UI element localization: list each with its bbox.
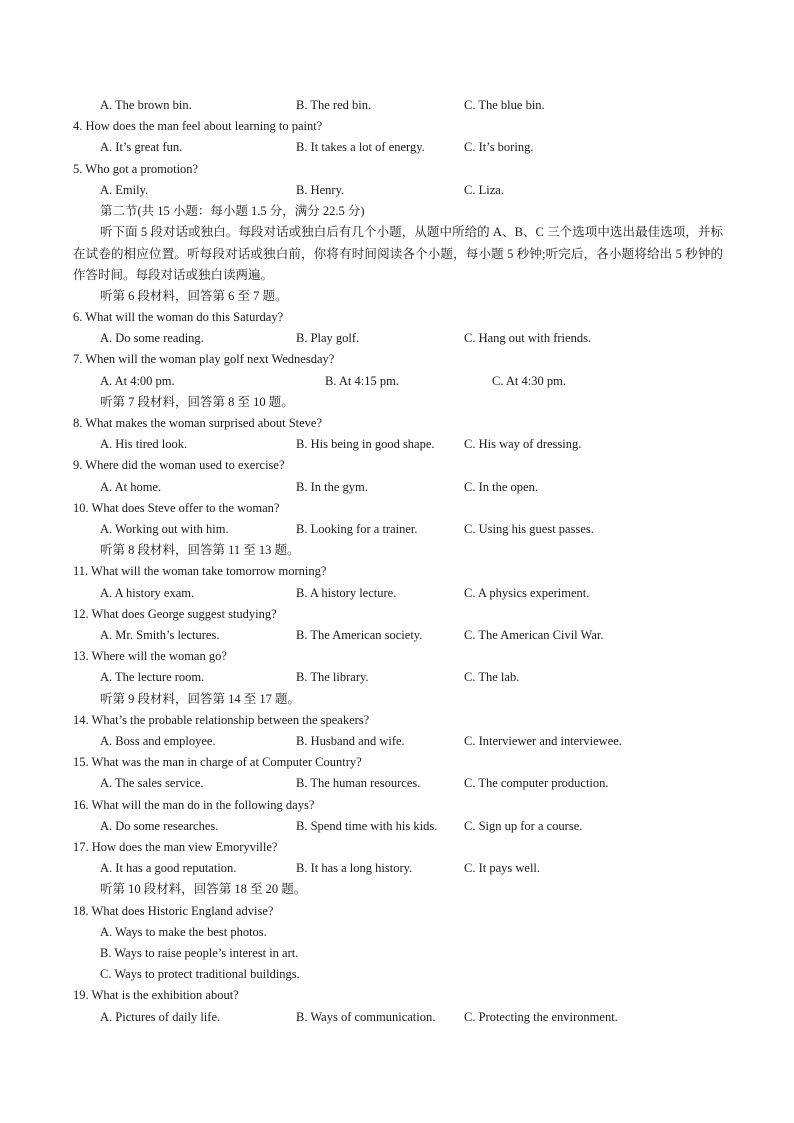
q10-option-a: A. Working out with him. bbox=[100, 522, 229, 536]
material-9-heading bbox=[0, 689, 794, 710]
q15-option-a: A. The sales service. bbox=[100, 776, 204, 790]
q18-option-b: B. Ways to raise people’s interest in art. bbox=[100, 946, 299, 960]
q9-option-b: B. In the gym. bbox=[296, 480, 368, 494]
material-10-label: 听第 10 段材料，回答第 18 至 20 题。 bbox=[100, 882, 307, 896]
q8-option-c: C. His way of dressing. bbox=[464, 437, 582, 451]
q19-option-c: C. Protecting the environment. bbox=[464, 1010, 618, 1024]
q17-question: 17. How does the man view Emoryville? bbox=[73, 840, 278, 854]
question-14 bbox=[0, 710, 794, 731]
q10-option-b: B. Looking for a trainer. bbox=[296, 522, 418, 536]
question-18-option-a-row bbox=[0, 922, 794, 943]
material-7-label: 听第 7 段材料，回答第 8 至 10 题。 bbox=[100, 395, 294, 409]
q4-option-c: C. It’s boring. bbox=[464, 140, 534, 154]
question-11 bbox=[0, 561, 794, 582]
material-8-heading bbox=[0, 540, 794, 561]
question-19 bbox=[0, 985, 794, 1006]
q3-option-c: C. The blue bin. bbox=[464, 98, 545, 112]
q5-option-a: A. Emily. bbox=[100, 183, 149, 197]
question-15-options bbox=[0, 773, 794, 794]
q3-option-a: A. The brown bin. bbox=[100, 98, 192, 112]
question-18 bbox=[0, 901, 794, 922]
q17-option-c: C. It pays well. bbox=[464, 861, 541, 875]
q5-option-c: C. Liza. bbox=[464, 183, 504, 197]
q19-option-a: A. Pictures of daily life. bbox=[100, 1010, 221, 1024]
question-19-options bbox=[0, 1007, 794, 1028]
q17-option-b: B. It has a long history. bbox=[296, 861, 413, 875]
q15-option-b: B. The human resources. bbox=[296, 776, 421, 790]
q12-option-c: C. The American Civil War. bbox=[464, 628, 604, 642]
q11-option-a: A. A history exam. bbox=[100, 586, 195, 600]
q4-question: 4. How does the man feel about learning to paint? bbox=[73, 119, 323, 133]
question-9-options bbox=[0, 477, 794, 498]
question-12-options bbox=[0, 625, 794, 646]
q18-question: 18. What does Historic England advise? bbox=[73, 904, 274, 918]
q16-question: 16. What will the man do in the following days? bbox=[73, 798, 315, 812]
question-13 bbox=[0, 646, 794, 667]
question-4-options bbox=[0, 137, 794, 158]
question-5-options bbox=[0, 180, 794, 201]
question-10-options bbox=[0, 519, 794, 540]
q16-option-a: A. Do some researches. bbox=[100, 819, 219, 833]
q12-option-a: A. Mr. Smith’s lectures. bbox=[100, 628, 220, 642]
q13-option-b: B. The library. bbox=[296, 670, 369, 684]
q13-option-a: A. The lecture room. bbox=[100, 670, 205, 684]
q10-option-c: C. Using his guest passes. bbox=[464, 522, 594, 536]
q3-option-b: B. The red bin. bbox=[296, 98, 372, 112]
q4-option-a: A. It’s great fun. bbox=[100, 140, 183, 154]
q18-option-c: C. Ways to protect traditional buildings. bbox=[100, 967, 300, 981]
q9-option-a: A. At home. bbox=[100, 480, 162, 494]
q11-question: 11. What will the woman take tomorrow morning? bbox=[73, 564, 327, 578]
material-7-heading bbox=[0, 392, 794, 413]
question-3-options bbox=[0, 95, 794, 116]
q11-option-b: B. A history lecture. bbox=[296, 586, 397, 600]
question-6 bbox=[0, 307, 794, 328]
q13-option-c: C. The lab. bbox=[464, 670, 520, 684]
question-11-options bbox=[0, 583, 794, 604]
q18-option-a: A. Ways to make the best photos. bbox=[100, 925, 267, 939]
material-6-heading bbox=[0, 286, 794, 307]
section-2-instructions: 听下面 5 段对话或独白。每段对话或独白后有几个小题，从题中所给的 A、B、C 三个选项中选出最佳选项，并标在试卷的相应位置。听每段对话或独白前，你将有时间阅读各个小题，每小题 5 秒钟;听完后，各小题将给出 5 秒钟的作答时间。每段对话或独白读两遍。 bbox=[73, 225, 723, 282]
q8-option-a: A. His tired look. bbox=[100, 437, 188, 451]
question-18-option-c-row bbox=[0, 964, 794, 985]
q19-option-b: B. Ways of communication. bbox=[296, 1010, 436, 1024]
material-6-label: 听第 6 段材料，回答第 6 至 7 题。 bbox=[100, 289, 288, 303]
question-7-options bbox=[0, 371, 794, 392]
q15-question: 15. What was the man in charge of at Computer Country? bbox=[73, 755, 362, 769]
q19-question: 19. What is the exhibition about? bbox=[73, 988, 239, 1002]
question-17-options bbox=[0, 858, 794, 879]
question-10 bbox=[0, 498, 794, 519]
material-8-label: 听第 8 段材料，回答第 11 至 13 题。 bbox=[100, 543, 300, 557]
q14-option-a: A. Boss and employee. bbox=[100, 734, 216, 748]
q12-option-b: B. The American society. bbox=[296, 628, 423, 642]
material-10-heading bbox=[0, 879, 794, 900]
question-12 bbox=[0, 604, 794, 625]
question-6-options bbox=[0, 328, 794, 349]
q6-option-b: B. Play golf. bbox=[296, 331, 360, 345]
q9-question: 9. Where did the woman used to exercise? bbox=[73, 458, 285, 472]
q7-option-b: B. At 4:15 pm. bbox=[325, 374, 399, 388]
question-16-options bbox=[0, 816, 794, 837]
question-5 bbox=[0, 159, 794, 180]
q10-question: 10. What does Steve offer to the woman? bbox=[73, 501, 280, 515]
q16-option-c: C. Sign up for a course. bbox=[464, 819, 583, 833]
q17-option-a: A. It has a good reputation. bbox=[100, 861, 237, 875]
q14-option-b: B. Husband and wife. bbox=[296, 734, 405, 748]
q4-option-b: B. It takes a lot of energy. bbox=[296, 140, 425, 154]
section-2-title: 第二节(共 15 小题：每小题 1.5 分，满分 22.5 分) bbox=[100, 204, 365, 218]
q8-question: 8. What makes the woman surprised about Steve? bbox=[73, 416, 323, 430]
question-4 bbox=[0, 116, 794, 137]
question-9 bbox=[0, 455, 794, 476]
question-15 bbox=[0, 752, 794, 773]
q11-option-c: C. A physics experiment. bbox=[464, 586, 590, 600]
material-9-label: 听第 9 段材料，回答第 14 至 17 题。 bbox=[100, 692, 301, 706]
q13-question: 13. Where will the woman go? bbox=[73, 649, 227, 663]
q6-question: 6. What will the woman do this Saturday? bbox=[73, 310, 284, 324]
question-17 bbox=[0, 837, 794, 858]
question-8 bbox=[0, 413, 794, 434]
q8-option-b: B. His being in good shape. bbox=[296, 437, 435, 451]
q15-option-c: C. The computer production. bbox=[464, 776, 609, 790]
question-14-options bbox=[0, 731, 794, 752]
q16-option-b: B. Spend time with his kids. bbox=[296, 819, 438, 833]
q7-option-a: A. At 4:00 pm. bbox=[100, 374, 175, 388]
q7-question: 7. When will the woman play golf next Wednesday? bbox=[73, 352, 335, 366]
q5-question: 5. Who got a promotion? bbox=[73, 162, 199, 176]
q6-option-c: C. Hang out with friends. bbox=[464, 331, 592, 345]
q9-option-c: C. In the open. bbox=[464, 480, 538, 494]
question-18-option-b-row bbox=[0, 943, 794, 964]
q14-question: 14. What’s the probable relationship between the speakers? bbox=[73, 713, 370, 727]
q6-option-a: A. Do some reading. bbox=[100, 331, 204, 345]
q14-option-c: C. Interviewer and interviewee. bbox=[464, 734, 622, 748]
question-8-options bbox=[0, 434, 794, 455]
q7-option-c: C. At 4:30 pm. bbox=[492, 374, 566, 388]
question-7 bbox=[0, 349, 794, 370]
question-13-options bbox=[0, 667, 794, 688]
section-2-heading bbox=[0, 201, 794, 222]
q5-option-b: B. Henry. bbox=[296, 183, 345, 197]
q12-question: 12. What does George suggest studying? bbox=[73, 607, 277, 621]
question-16 bbox=[0, 795, 794, 816]
